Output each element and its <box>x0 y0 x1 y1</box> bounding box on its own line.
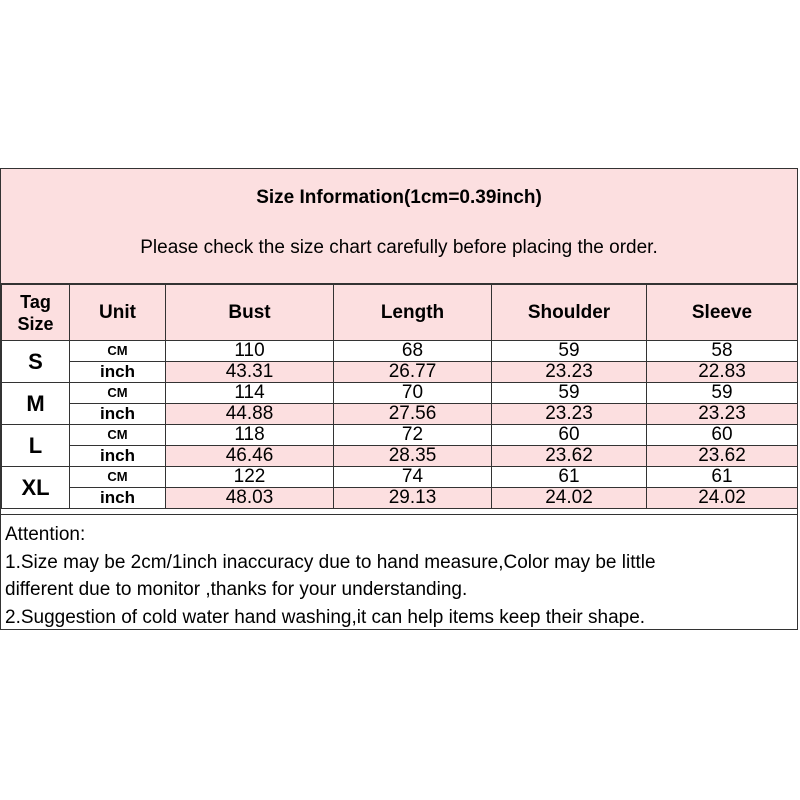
sleeve-value: 23.23 <box>647 404 798 425</box>
size-label: XL <box>2 467 70 509</box>
column-header-sleeve: Sleeve <box>647 285 798 341</box>
column-header-bust: Bust <box>166 285 334 341</box>
size-table <box>1 284 798 509</box>
table-header-row <box>2 285 798 341</box>
length-value: 27.56 <box>334 404 492 425</box>
table-row <box>2 341 798 362</box>
shoulder-value: 59 <box>492 341 647 362</box>
attention-notes <box>1 514 797 629</box>
size-label: S <box>2 341 70 383</box>
size-chart-subtitle: Please check the size chart carefully before placing the order. <box>140 237 658 258</box>
attention-heading: Attention: <box>5 524 86 545</box>
length-value: 74 <box>334 467 492 488</box>
column-header-tag: Tag <box>20 291 51 312</box>
length-value: 26.77 <box>334 362 492 383</box>
table-row <box>2 488 798 509</box>
length-value: 72 <box>334 425 492 446</box>
unit-label: inch <box>70 362 166 383</box>
table-row <box>2 467 798 488</box>
shoulder-value: 23.23 <box>492 404 647 425</box>
bust-value: 48.03 <box>166 488 334 509</box>
unit-label: CM <box>70 383 166 404</box>
bust-value: 43.31 <box>166 362 334 383</box>
bust-value: 46.46 <box>166 446 334 467</box>
unit-label: CM <box>70 425 166 446</box>
length-value: 29.13 <box>334 488 492 509</box>
bust-value: 114 <box>166 383 334 404</box>
sleeve-value: 58 <box>647 341 798 362</box>
table-row <box>2 425 798 446</box>
size-label: M <box>2 383 70 425</box>
unit-label: inch <box>70 488 166 509</box>
size-label: L <box>2 425 70 467</box>
length-value: 70 <box>334 383 492 404</box>
size-chart-header <box>1 169 797 284</box>
shoulder-value: 23.62 <box>492 446 647 467</box>
unit-label: inch <box>70 446 166 467</box>
column-header-size: Size <box>17 313 54 334</box>
column-header-shoulder: Shoulder <box>492 285 647 341</box>
length-value: 28.35 <box>334 446 492 467</box>
table-row <box>2 404 798 425</box>
sleeve-value: 60 <box>647 425 798 446</box>
bust-value: 110 <box>166 341 334 362</box>
bust-value: 44.88 <box>166 404 334 425</box>
attention-line-2: different due to monitor ,thanks for your understanding. <box>5 579 468 600</box>
unit-label: inch <box>70 404 166 425</box>
attention-line-3: 2.Suggestion of cold water hand washing,it can help items keep their shape. <box>5 606 646 628</box>
size-chart-title: Size Information(1cm=0.39inch) <box>256 187 542 208</box>
sleeve-value: 22.83 <box>647 362 798 383</box>
sleeve-value: 24.02 <box>647 488 798 509</box>
shoulder-value: 23.23 <box>492 362 647 383</box>
table-row <box>2 446 798 467</box>
bust-value: 118 <box>166 425 334 446</box>
column-header-unit: Unit <box>70 285 166 341</box>
sleeve-value: 61 <box>647 467 798 488</box>
sleeve-value: 23.62 <box>647 446 798 467</box>
shoulder-value: 61 <box>492 467 647 488</box>
column-header-tag-size <box>2 285 70 341</box>
size-chart-frame <box>0 168 798 630</box>
table-row <box>2 383 798 404</box>
shoulder-value: 59 <box>492 383 647 404</box>
table-row <box>2 362 798 383</box>
unit-label: CM <box>70 467 166 488</box>
attention-line-1: 1.Size may be 2cm/1inch inaccuracy due to hand measure,Color may be little <box>5 551 656 573</box>
shoulder-value: 24.02 <box>492 488 647 509</box>
column-header-length: Length <box>334 285 492 341</box>
shoulder-value: 60 <box>492 425 647 446</box>
bust-value: 122 <box>166 467 334 488</box>
unit-label: CM <box>70 341 166 362</box>
sleeve-value: 59 <box>647 383 798 404</box>
length-value: 68 <box>334 341 492 362</box>
